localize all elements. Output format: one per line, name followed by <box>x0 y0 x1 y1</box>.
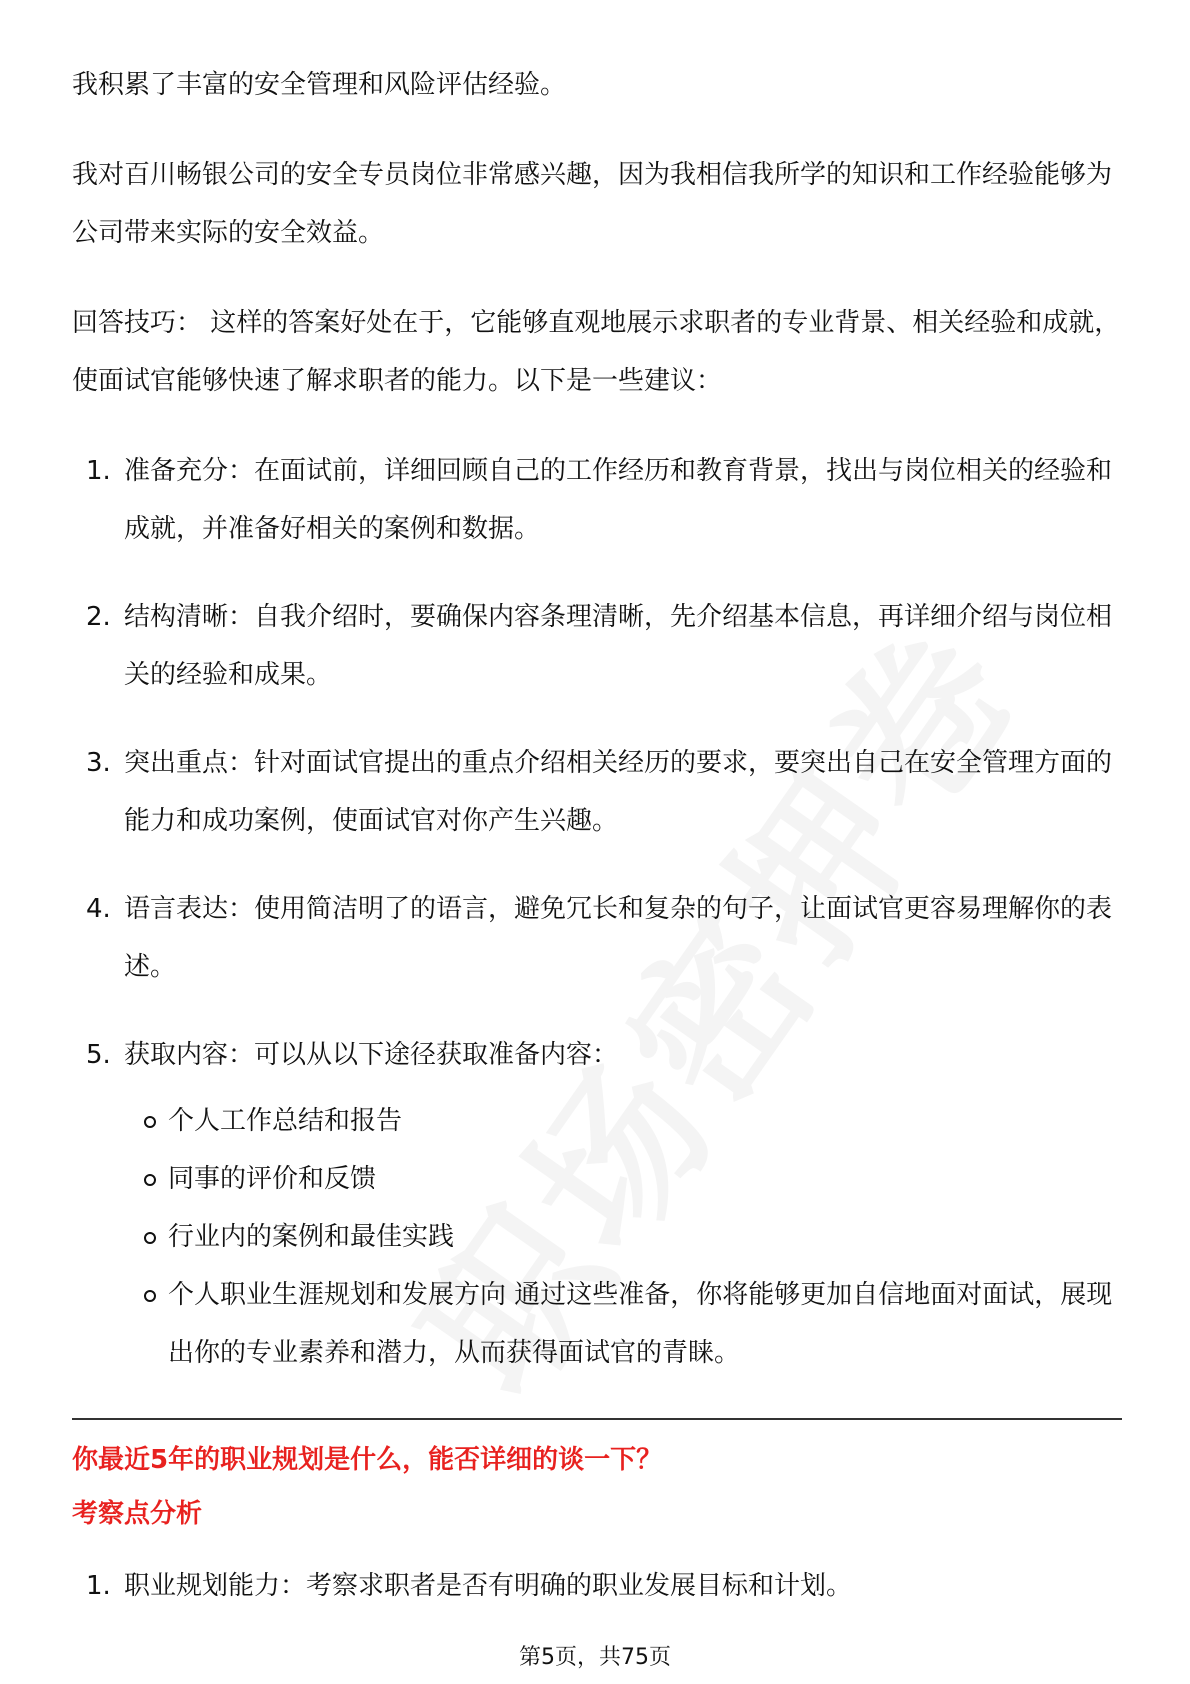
list-item <box>72 1564 1122 1608</box>
list-item <box>72 1026 1122 1382</box>
circle-bullet-icon <box>144 1290 156 1302</box>
list-text: 语言表达：使用简洁明了的语言，避免冗长和复杂的句子，让面试官更容易理解你的表述。 <box>124 894 1113 982</box>
section-title: 考察点分析 <box>72 1499 203 1529</box>
list-number: 2. <box>86 602 111 632</box>
list-text: 突出重点：针对面试官提出的重点介绍相关经历的要求，要突出自己在安全管理方面的能力和成功案例，使面试官对你产生兴趣。 <box>124 748 1113 836</box>
analysis-list <box>72 1564 1122 1608</box>
list-text: 获取内容：可以从以下途径获取准备内容： <box>124 1040 619 1070</box>
page-content <box>72 56 1122 1608</box>
circle-bullet-icon <box>144 1174 156 1186</box>
list-number: 1. <box>86 456 111 486</box>
sub-list-text: 行业内的案例和最佳实践 <box>168 1222 455 1252</box>
list-number: 3. <box>86 748 111 778</box>
sub-list <box>72 1092 1122 1382</box>
sub-list-item <box>72 1150 1122 1208</box>
list-text: 职业规划能力：考察求职者是否有明确的职业发展目标和计划。 <box>124 1571 853 1601</box>
tips-list <box>72 442 1122 1382</box>
list-text: 结构清晰：自我介绍时，要确保内容条理清晰，先介绍基本信息，再详细介绍与岗位相关的经验和成果。 <box>124 602 1113 690</box>
list-number: 5. <box>86 1040 111 1070</box>
paragraph-answer-tips: 回答技巧： 这样的答案好处在于，它能够直观地展示求职者的专业背景、相关经验和成就，使面试官能够快速了解求职者的能力。以下是一些建议： <box>72 308 1121 396</box>
paragraph-interest: 我对百川畅银公司的安全专员岗位非常感兴趣，因为我相信我所学的知识和工作经验能够为公司带来实际的安全效益。 <box>72 160 1113 248</box>
sub-list-text: 同事的评价和反馈 <box>168 1164 377 1194</box>
circle-bullet-icon <box>144 1116 156 1128</box>
section-divider <box>72 1418 1122 1420</box>
list-item <box>72 880 1122 996</box>
list-number: 4. <box>86 894 111 924</box>
question-heading: 你最近5年的职业规划是什么，能否详细的谈一下？ <box>72 1445 663 1475</box>
list-number: 1. <box>86 1571 111 1601</box>
list-item <box>72 588 1122 704</box>
page-footer: 第5页，共75页 <box>519 1645 671 1670</box>
sub-list-item <box>72 1266 1122 1382</box>
circle-bullet-icon <box>144 1232 156 1244</box>
sub-list-item <box>72 1092 1122 1150</box>
list-item <box>72 734 1122 850</box>
sub-list-item <box>72 1208 1122 1266</box>
paragraph-experience: 我积累了丰富的安全管理和风险评估经验。 <box>72 70 567 100</box>
list-text: 准备充分：在面试前，详细回顾自己的工作经历和教育背景，找出与岗位相关的经验和成就，并准备好相关的案例和数据。 <box>124 456 1113 544</box>
sub-list-text: 个人工作总结和报告 <box>168 1106 403 1136</box>
sub-list-text: 个人职业生涯规划和发展方向 通过这些准备，你将能够更加自信地面对面试，展现出你的专业素养和潜力，从而获得面试官的青睐。 <box>168 1280 1113 1368</box>
list-item <box>72 442 1122 558</box>
